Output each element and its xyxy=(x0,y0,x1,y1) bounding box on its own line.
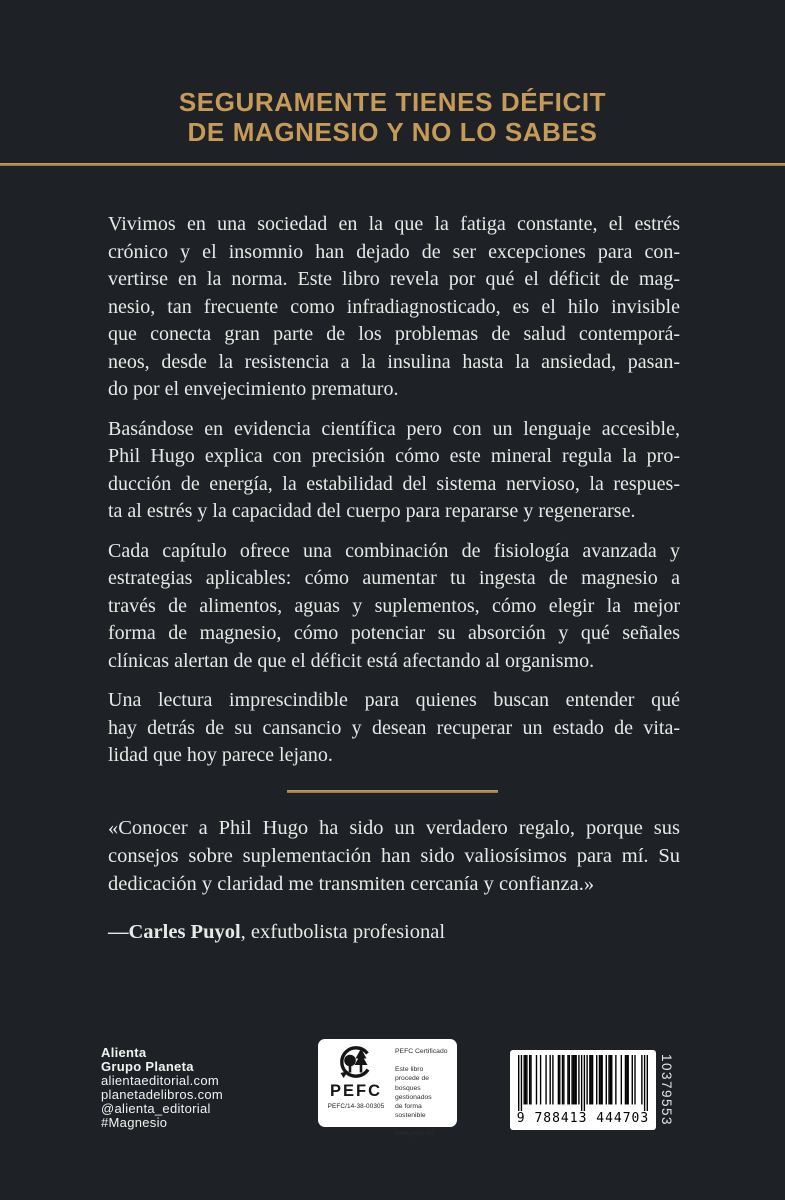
text-line: ducción de energía, la estabilidad del sistema nervioso, la respues- xyxy=(108,472,680,495)
cover-title xyxy=(0,87,785,147)
text-line: Cada capítulo ofrece una combinación de fisiología avanzada y xyxy=(108,539,680,562)
pefc-wordmark: PEFC xyxy=(329,1082,382,1100)
gold-rule-full xyxy=(0,163,785,166)
text-line: Phil Hugo explica con precisión cómo este mineral regula la pro- xyxy=(108,445,680,467)
quote-author-name: —Carles Puyol xyxy=(108,921,241,943)
paragraph xyxy=(108,538,680,676)
text-line: través de alimentos, aguas y suplementos, cómo elegir la mejor xyxy=(108,594,680,617)
pefc-cert-code: PEFC/14-38-00305 xyxy=(327,1103,385,1110)
endorsement-quote xyxy=(108,814,680,898)
cover-title-line2: DE MAGNESIO Y NO LO SABES xyxy=(187,117,598,147)
pefc-right-column xyxy=(387,1045,449,1138)
text-line: clínicas alertan de que el déficit está afectando al organismo. xyxy=(108,649,595,672)
text-line: forma de magnesio, cómo potenciar su absorción y qué señales xyxy=(108,622,680,644)
text-line: nesio, tan frecuente como infradiagnosticado, es el hilo invisible xyxy=(108,295,680,318)
paragraph xyxy=(108,211,680,404)
pefc-certification-label xyxy=(318,1039,457,1138)
pefc-left-column xyxy=(325,1045,387,1122)
text-line: estrategias aplicables: cómo aumentar tu ingesta de magnesio a xyxy=(108,567,680,589)
pefc-url: www.pefc.es xyxy=(395,1130,434,1138)
text-line: lidad que hoy parece lejano. xyxy=(108,744,333,766)
publisher-hashtag: #Magnesio xyxy=(101,1114,168,1130)
isbn-number: 9 788413 444703 xyxy=(516,1111,650,1126)
text-line: do por el envejecimiento prematuro. xyxy=(108,378,399,400)
text-line: dedicación y claridad me transmiten cercanía y confianza.» xyxy=(108,873,595,895)
publisher-social-handle: @alienta_editorial xyxy=(101,1100,211,1116)
pefc-trees-icon xyxy=(334,1045,378,1082)
publisher-site-1: alientaeditorial.com xyxy=(101,1072,220,1088)
pefc-desc-line: Este libro procede de xyxy=(395,1066,430,1083)
pefc-desc-line: de forma sostenible xyxy=(395,1103,426,1120)
text-line: vertirse en la norma. Este libro revela por qué el déficit de mag- xyxy=(108,268,680,290)
quote-attribution xyxy=(108,921,445,944)
text-line: neos, desde la resistencia a la insulina hasta la ansiedad, pasan- xyxy=(108,350,680,373)
publisher-site-2: planetadelibros.com xyxy=(101,1086,224,1102)
quote-author-role: , exfutbolista profesional xyxy=(240,921,446,943)
pefc-desc-line: bosques gestionados xyxy=(395,1084,432,1101)
paragraph xyxy=(108,416,680,526)
body-paragraphs xyxy=(108,211,680,782)
text-line: ta al estrés y la capacidad del cuerpo para repararse y regenerarse. xyxy=(108,500,636,522)
pefc-title: PEFC Certificado xyxy=(395,1048,448,1055)
publisher-imprint: Alienta xyxy=(101,1045,147,1060)
text-line: Una lectura imprescindible para quienes buscan entender qué xyxy=(108,689,680,711)
paragraph xyxy=(108,687,680,770)
text-line: Vivimos en una sociedad en la que la fatiga constante, el estrés xyxy=(108,213,680,235)
text-line: Basándose en evidencia científica pero con un lenguaje accesible, xyxy=(108,417,680,440)
text-line: hay detrás de su cansancio y desean recuperar un estado de vita- xyxy=(108,716,680,739)
isbn-barcode xyxy=(510,1050,656,1130)
text-line: crónico y el insomnio han dejado de ser excepciones para con- xyxy=(108,240,680,263)
publisher-block xyxy=(101,1046,223,1129)
text-line: que conecta gran parte de los problemas de salud contemporá- xyxy=(108,323,680,345)
pefc-description xyxy=(395,1065,449,1120)
barcode-bars-icon xyxy=(518,1055,648,1111)
product-side-number: 10379553 xyxy=(659,1053,674,1127)
cover-title-line1: SEGURAMENTE TIENES DÉFICIT xyxy=(178,87,607,117)
publisher-group: Grupo Planeta xyxy=(101,1058,194,1074)
text-line: consejos sobre suplementación han sido valiosísimos para mí. Su xyxy=(108,845,680,867)
gold-divider-short xyxy=(287,790,498,793)
text-line: «Conocer a Phil Hugo ha sido un verdadero regalo, porque sus xyxy=(108,817,680,839)
